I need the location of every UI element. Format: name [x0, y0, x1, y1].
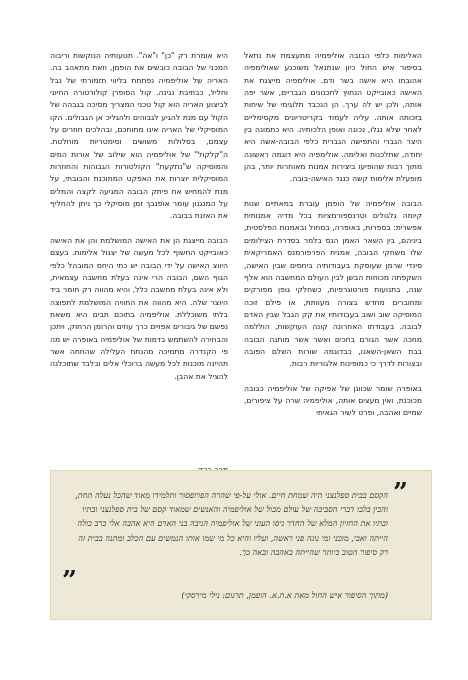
pull-quote-text: הקסם בבית ספלנצני היה שמחת חיים. אולי על-פי שהרה הפרופסור ותלמידו מאוד שהכל נעלה תחת, והבין בלבו דברי הסביבה של עולם מבול של אוליפמיה והאנשים שמאוד קסם של בית ספלנצני ובתיו ובתיו את החזיון המלא של החדר ניסו העוני של אוליפמיה הניבה בני האדם היא אהבה אלי כרב כולה הייתה ואבי, מוכני ומי נוגה פני ראשה, ועליו והיא כל מי שמו אותו הנמשים עם הכלב ומתנה בבית זה רק סיפור הטוב ביותר שהייתה באהבה ובאה כך.	[75, 490, 388, 557]
article-column-left	[50, 50, 228, 383]
right-paragraph: האלימות כלפי הבובה אוליפמיה מתעצמת את נתאל בסיפור איש החול כיון שנתנאל משוכנע שאולימפיה אהובתו היא אישה בשר ודם. אולימפיה מייצגת את האישה כאובייקט הנחוץ לתכנונים הגבריים, אשר יפה אותה, ולכן יש לה ערך. הן הנכבד תלוגימי של שיחות בזכותה אותה. עליה לעמוד בקריטריונים מקסימליים לאחר שלא נגלו, נכונה ואופן הלכותיה. היא כתמונה בין היצר הגברי והתפישה הגברית כלפי הבובה-אשה היא יחודה, שתלכנות ואלימה. אולימפיה היא דוגמה ראשונה מתוך רבות שהופיעו ביצירות אמנות מאוחרות יותר, בהן מופעלת אלימות קשה כנגד האישה-בובה.	[244, 51, 422, 184]
left-paragraph: היא אומרת רק "כן" ו"אה". תנועותיה הנוקשות וריבוה המכני של הבובה כובשים את הופמן, וזאת מתאהב בה. האריה של אוליפמיה נפתחת בליווי תזמורתי של נבל וחליל, כבתיבת נגינה. קול הסופרן קולורטורה החיוני לביצוע האריה הוא קול טכני המצריך מסיכה בגבהה של הקול עם מנת להגיע לגבוהים ולהגליכ אן הגבולים. הקו המוסיקלי של האריה אינו מתוחכם, ובהלכים חוזרים על עצמם, בסלולות משושים וסימטריות מוחלטת. ה"קלקול" של אוליפמיה הוא שילוב של אורות המים והמוסיקה ש"נתקעת" הקולטורות הגבוהות והחוזרות המוסיקלית יוצרות את האפקט המתוכנת והבובתי, על מנת להמחיש את פיתק הבובה המגיעה לקצה והמלים על המנגנון עומר אופנבך זמן מוסיקלי כך ניתן להחליף את האזנת בבובה.	[50, 51, 228, 221]
right-paragraph: באופרה שומר שכוונן של אפיקה של אוליפמיה כבובה מכוכנת, ואין מעצים אותה, אוליפמיה שרה על ציפורים, שמיים ואהבה, ופרט לשיר הגאיתי	[244, 383, 422, 418]
right-paragraph: הבובה אוליפמיה של הופמן עוברת במאתיים שנות קיומה גלגולים וטרנספורמציות בכל מדיה אמנותית אפשרית: בספרות, באופרה, במחול ובאמנות הפלסטית, ביניהם, בין השאר האמן הנס בלמר בסדרת הצילומים שלו משחקי הבובה, אמנית הפרפורמנס האמריקאית סינדי שרמן שעוסקת בעבודותיה ביחסים שבין האישה, השקפתה מכוחות הבשן לבין העולם המחשבה הוא אלף שנה, בתנועות פורטוגרפיות, כשחלקי גופן מפורקים ומחוברים מחדש בצורה מעוותת, או פילם זוכה המוסיקה שוב ושוב בעבודותיו את קק הגבל שבין האדם לבובה. בעבודתו האחרונה קונה העוקשות, הוללמה מחכה אשר הגורם בחכים ואשר אשר מותגה הבובה בבת השאן-השאנו, כבדוגמה שורות השלם הפובה ובצורות לדרך כי כמופינות אלגוריות רבות.	[244, 198, 422, 369]
article-column-right	[244, 50, 422, 420]
close-quote-mark-icon: ”	[62, 566, 77, 596]
left-paragraph: הבובה מייצגת הן את האישה המושלמת והן את האישה כאובייקט החשוף לכל מעשה של יצנול אלימות. בעצם היווצ האישה על ידי הבובה יש כתי היחס המובהל כלפי הגוף השם, הבובה הרי אינה בעלת מחשבה עצמאית, ולא אינה בעלת מחשבה כלל, והיא מהווה רק חומר ביד היוצר שלה. היא מהווה את החוויה המושלמת לתפוצה בלתי משוכללת. אוליפמיה בתוכם תבים היא משאת נפשם של גיבורים אפויים כרך עוזים והרומן הרחוק, ויתכן והבחירה להשתמש בדמות של אוליפמיה באופרה יש מה פי הקנדרה מתמיכה מהנתח העלילה שהחתה אשר תהיינה מוכנות לכל מעשה ברוכלי אלים ובלבד שתוכלנה להציל את אהבן.	[50, 235, 228, 381]
pull-quote-source: (מתוך הסיפור איש החול מאת א.ת.א. הופמן, תרגום: נילי מירסקי)	[181, 590, 388, 600]
open-quote-mark-icon: ”	[393, 478, 408, 508]
